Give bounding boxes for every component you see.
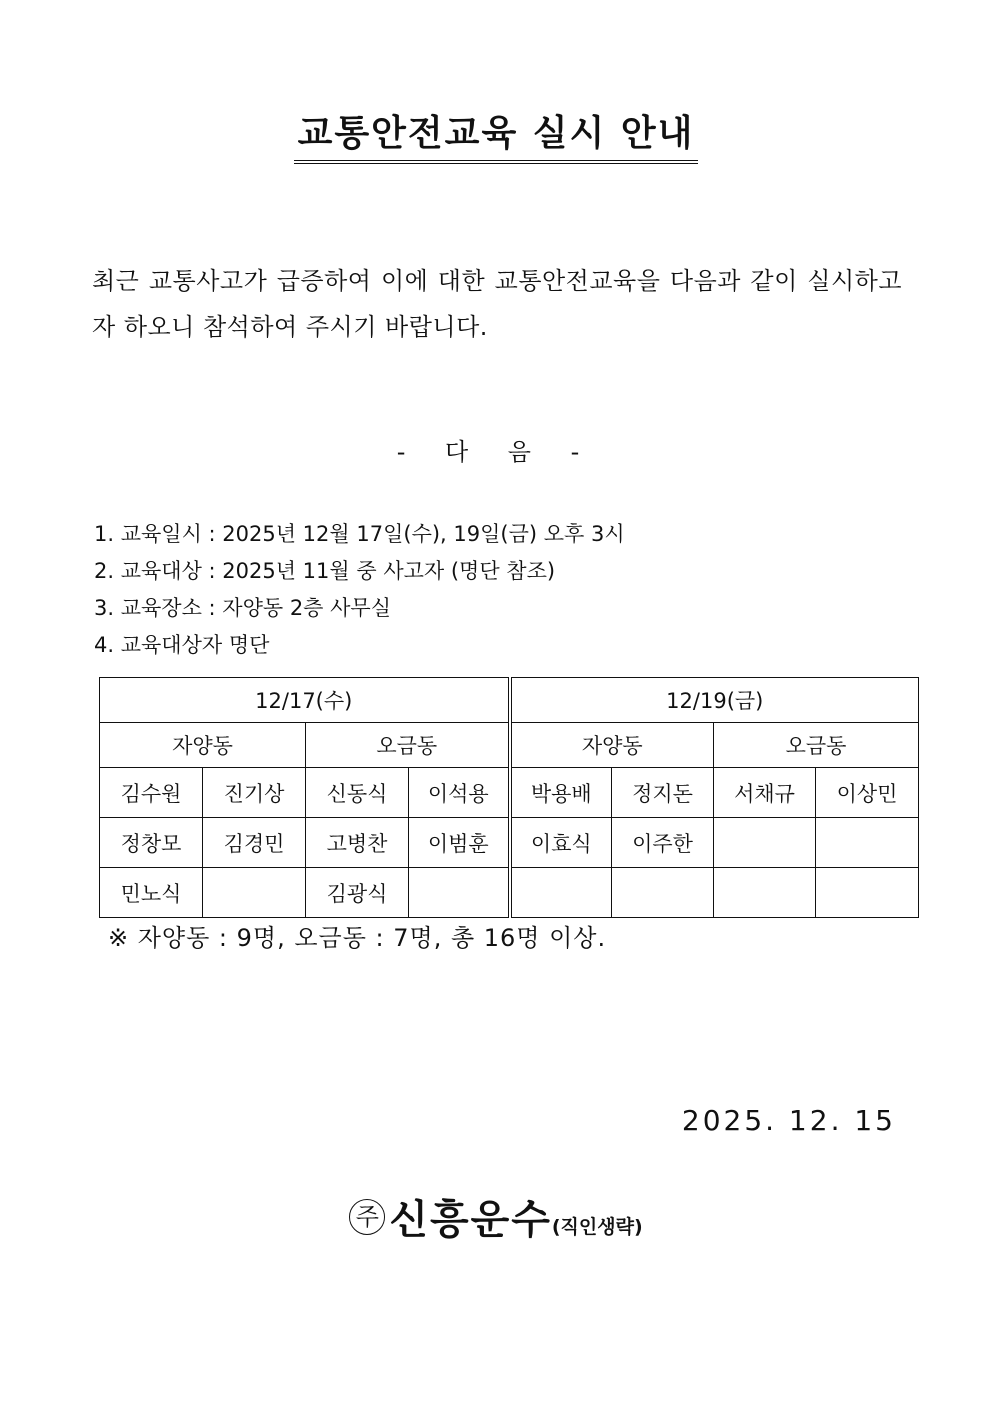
name-cell bbox=[816, 868, 919, 918]
name-cell bbox=[714, 818, 816, 868]
name-cell bbox=[409, 868, 510, 918]
intro-paragraph: 최근 교통사고가 급증하여 이에 대한 교통안전교육을 다음과 같이 실시하고자 하오니 참석하여 주시기 바랍니다. bbox=[92, 267, 902, 341]
name-cell: 정창모 bbox=[100, 818, 203, 868]
location-header: 오금동 bbox=[306, 723, 510, 768]
document-date: 2025. 12. 15 bbox=[681, 1104, 896, 1137]
roster-location-row bbox=[100, 723, 919, 768]
company-type-mark: 주 bbox=[349, 1199, 385, 1235]
name-cell: 김경민 bbox=[203, 818, 306, 868]
info-item-target: 2. 교육대상 : 2025년 11월 중 사고자 (명단 참조) bbox=[94, 559, 556, 583]
roster-date-row bbox=[100, 678, 919, 723]
info-item-date: 1. 교육일시 : 2025년 12월 17일(수), 19일(금) 오후 3시 bbox=[94, 522, 625, 546]
info-item-roster: 4. 교육대상자 명단 bbox=[94, 633, 270, 657]
table-row bbox=[100, 818, 919, 868]
roster-table bbox=[99, 677, 919, 918]
date-header-1217: 12/17(수) bbox=[100, 678, 510, 723]
company-signature bbox=[0, 1188, 992, 1245]
name-cell: 신동식 bbox=[306, 768, 409, 818]
table-row bbox=[100, 768, 919, 818]
name-cell bbox=[816, 818, 919, 868]
name-cell: 김수원 bbox=[100, 768, 203, 818]
name-cell: 이효식 bbox=[510, 818, 612, 868]
location-header: 오금동 bbox=[714, 723, 919, 768]
seal-omitted-note: (직인생략) bbox=[551, 1216, 643, 1238]
name-cell: 고병찬 bbox=[306, 818, 409, 868]
location-header: 자양동 bbox=[510, 723, 714, 768]
name-cell bbox=[612, 868, 714, 918]
attendance-note: ※ 자양동 : 9명, 오금동 : 7명, 총 16명 이상. bbox=[108, 924, 607, 952]
name-cell: 이석용 bbox=[409, 768, 510, 818]
date-header-1219: 12/19(금) bbox=[510, 678, 919, 723]
name-cell bbox=[714, 868, 816, 918]
info-list bbox=[94, 516, 625, 664]
name-cell: 진기상 bbox=[203, 768, 306, 818]
document-title: 교통안전교육 실시 안내 bbox=[294, 112, 699, 164]
info-item-place: 3. 교육장소 : 자양동 2층 사무실 bbox=[94, 596, 391, 620]
document-title-wrap bbox=[0, 112, 992, 164]
company-name: 신흥운수 bbox=[389, 1197, 552, 1243]
location-header: 자양동 bbox=[100, 723, 306, 768]
name-cell: 이범훈 bbox=[409, 818, 510, 868]
name-cell bbox=[510, 868, 612, 918]
name-cell: 박용배 bbox=[510, 768, 612, 818]
table-row bbox=[100, 868, 919, 918]
name-cell: 서채규 bbox=[714, 768, 816, 818]
name-cell: 민노식 bbox=[100, 868, 203, 918]
name-cell: 정지돈 bbox=[612, 768, 714, 818]
name-cell: 이상민 bbox=[816, 768, 919, 818]
name-cell: 이주한 bbox=[612, 818, 714, 868]
name-cell: 김광식 bbox=[306, 868, 409, 918]
next-heading: - 다 음 - bbox=[396, 438, 596, 466]
name-cell bbox=[203, 868, 306, 918]
